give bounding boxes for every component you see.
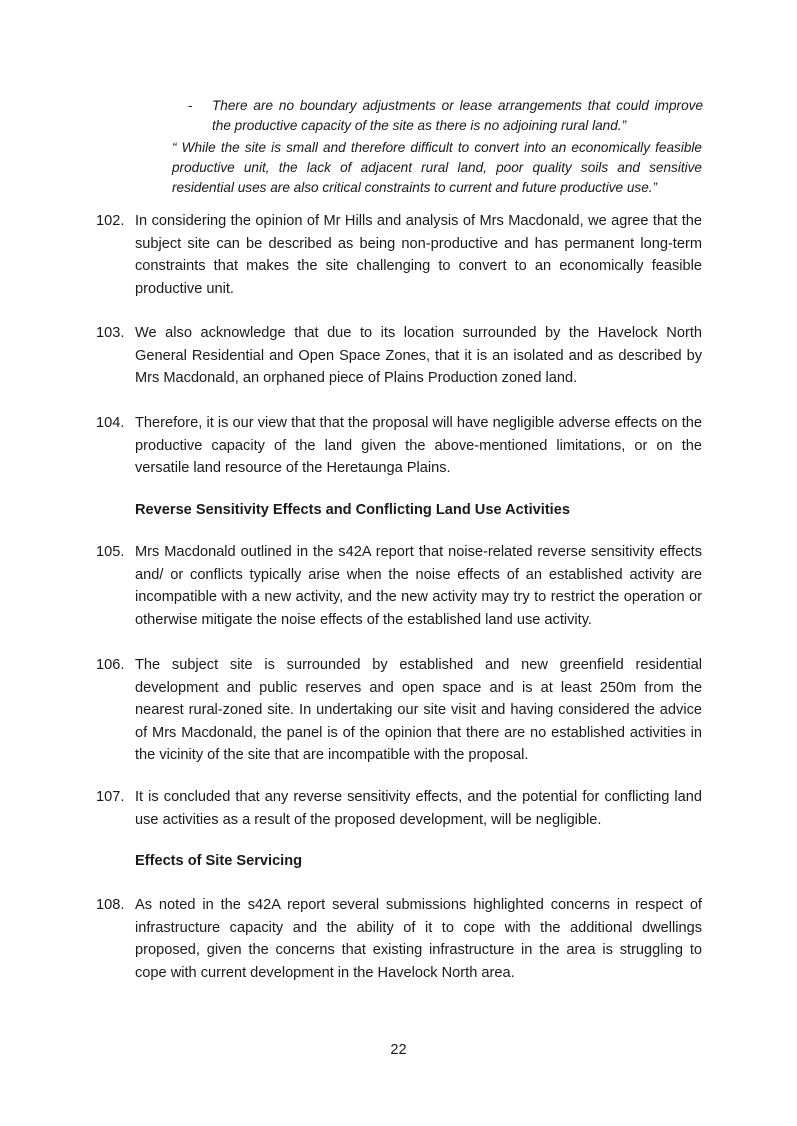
paragraph-108 — [96, 894, 702, 984]
paragraph-105 — [96, 541, 702, 631]
paragraph-102 — [96, 210, 702, 300]
paragraph-text: The subject site is surrounded by established and new greenfield residential development and public reserves and open space and is at least 250m from the nearest rural-zoned site. In undertaking our site visit and having considered the advice of Mrs Macdonald, the panel is of the opinion that there are no established activities in the vicinity of the site that are incompatible with the proposal. — [135, 657, 702, 764]
section-heading-reverse-sensitivity: Reverse Sensitivity Effects and Conflicting Land Use Activities — [135, 502, 570, 518]
paragraph-number: 105. — [96, 544, 125, 560]
paragraph-number: 104. — [96, 415, 125, 431]
bullet-dash: - — [188, 98, 193, 113]
paragraph-107 — [96, 786, 702, 831]
paragraph-text: It is concluded that any reverse sensitivity effects, and the potential for conflicting land use activities as a result of the proposed development, will be negligible. — [135, 789, 702, 828]
paragraph-number: 108. — [96, 897, 125, 913]
paragraph-text: We also acknowledge that due to its location surrounded by the Havelock North General Residential and Open Space Zones, that it is an isolated and as described by Mrs Macdonald, an orphaned piece of Plains Production zoned land. — [135, 325, 702, 387]
paragraph-text: Mrs Macdonald outlined in the s42A report that noise-related reverse sensitivity effects and/ or conflicts typically arise when the noise effects of an established activity are incompatible with a new activity, and the new activity may try to restrict the operation or otherwise mitigate the noise effects of the established land use activity. — [135, 544, 702, 628]
paragraph-text: In considering the opinion of Mr Hills and analysis of Mrs Macdonald, we agree that the subject site can be described as being non-productive and has permanent long-term constraints that makes the site challenging to convert to an economically feasible productive unit. — [135, 213, 702, 297]
paragraph-number: 102. — [96, 213, 125, 229]
page-number: 22 — [390, 1042, 407, 1058]
paragraph-106 — [96, 654, 702, 767]
paragraph-text: As noted in the s42A report several submissions highlighted concerns in respect of infrastructure capacity and the ability of it to cope with the additional dwellings proposed, given the concerns that existing infrastructure in the area is struggling to cope with current development in the Havelock North area. — [135, 897, 702, 981]
quoted-bullet-text: There are no boundary adjustments or lease arrangements that could improve the productive capacity of the site as there is no adjoining rural land.” — [212, 98, 703, 133]
quoted-bullet-item — [188, 96, 703, 136]
paragraph-number: 103. — [96, 325, 125, 341]
section-heading-site-servicing: Effects of Site Servicing — [135, 853, 303, 869]
paragraph-number: 106. — [96, 657, 125, 673]
paragraph-number: 107. — [96, 789, 125, 805]
paragraph-103 — [96, 322, 702, 390]
paragraph-104 — [96, 412, 702, 480]
paragraph-text: Therefore, it is our view that that the proposal will have negligible adverse effects on the productive capacity of the land given the above-mentioned limitations, or on the versatile land resource of the Heretaunga Plains. — [135, 415, 702, 477]
block-quote: “ While the site is small and therefore difficult to convert into an economically feasible productive unit, the lack of adjacent rural land, poor quality soils and sensitive residential uses are also critical constraints to current and future productive use.” — [172, 140, 702, 195]
